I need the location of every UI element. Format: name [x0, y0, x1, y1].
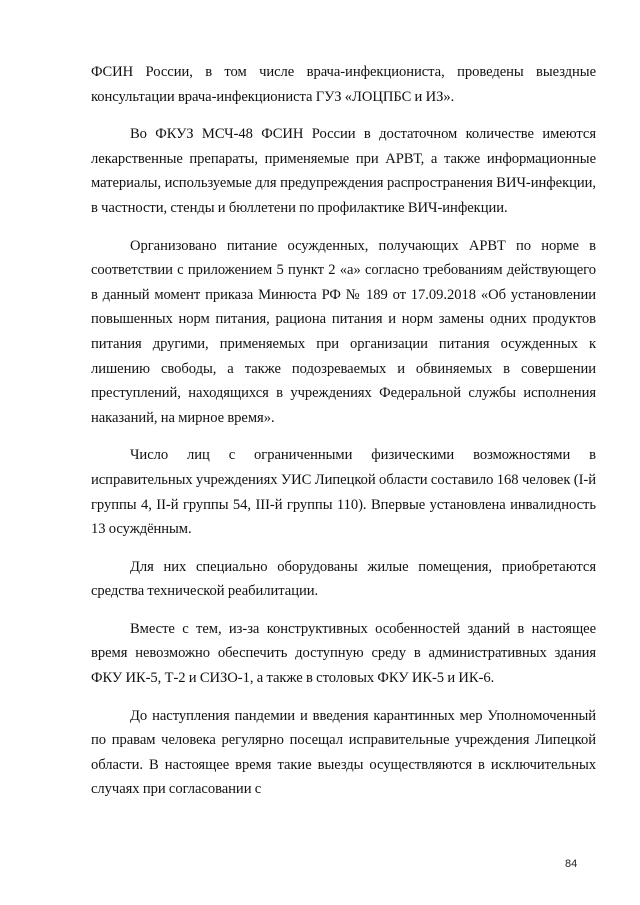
- paragraph-gap: [91, 430, 596, 443]
- paragraph-rehabilitation: Для них специально оборудованы жилые помещения, приобретаются средства технической реабилитации.: [91, 558, 596, 600]
- paragraph-gap: [91, 604, 596, 617]
- paragraph-medication: Во ФКУЗ МСЧ-48 ФСИН России в достаточном количестве имеются лекарственные препараты, применяемые при АРВТ, а также информационные материалы, используемые для предупреждения распространения ВИЧ-инфекции, в частности, стенды и бюллетени по профилактике ВИЧ-инфекции.: [91, 126, 596, 216]
- paragraph-gap: [91, 691, 596, 704]
- paragraph-disabilities: Число лиц с ограниченными физическими возможностями в исправительных учреждениях УИС Липецкой области составило 168 человек (I-й группы 4, II-й группы 54, III-й группы 110). Впервые установлена инвалидность 13 осуждённым.: [91, 447, 596, 538]
- page-number: 84: [565, 858, 578, 870]
- paragraph-visits: До наступления пандемии и введения карантинных мер Уполномоченный по правам человека регулярно посещал исправительные учреждения Липецкой области. В настоящее время такие выезды осуществляются в исключительных случаях при согласовании с: [91, 707, 596, 798]
- paragraph-consultations: ФСИН России, в том числе врача-инфекциониста, проведены выездные консультации врача-инфекциониста ГУЗ «ЛОЦПБС и ИЗ».: [91, 64, 596, 105]
- paragraph-gap: [91, 542, 596, 555]
- paragraph-gap: [91, 221, 596, 234]
- paragraph-accessibility: Вместе с тем, из-за конструктивных особенностей зданий в настоящее время невозможно обеспечить доступную среду в административных здания ФКУ ИК-5, Т-2 и СИЗО-1, а также в столовых ФКУ ИК-5 и ИК-6.: [91, 620, 596, 687]
- paragraph-gap: [91, 109, 596, 122]
- paragraph-nutrition: Организовано питание осужденных, получающих АРВТ по норме в соответствии с приложением 5 пункт 2 «а» согласно требованиям действующего в данный момент приказа Минюста РФ № 189 от 17.09.2018 «Об установлении повышенных норм питания, рациона питания и норм замены одних продуктов питания другими, применяемых при организации питания осужденных к лишению свободы, а также подозреваемых и обвиняемых в совершении преступлений, находящихся в учреждениях Федеральной службы исполнения наказаний, на мирное время».: [91, 237, 596, 426]
- document-page: [91, 60, 596, 802]
